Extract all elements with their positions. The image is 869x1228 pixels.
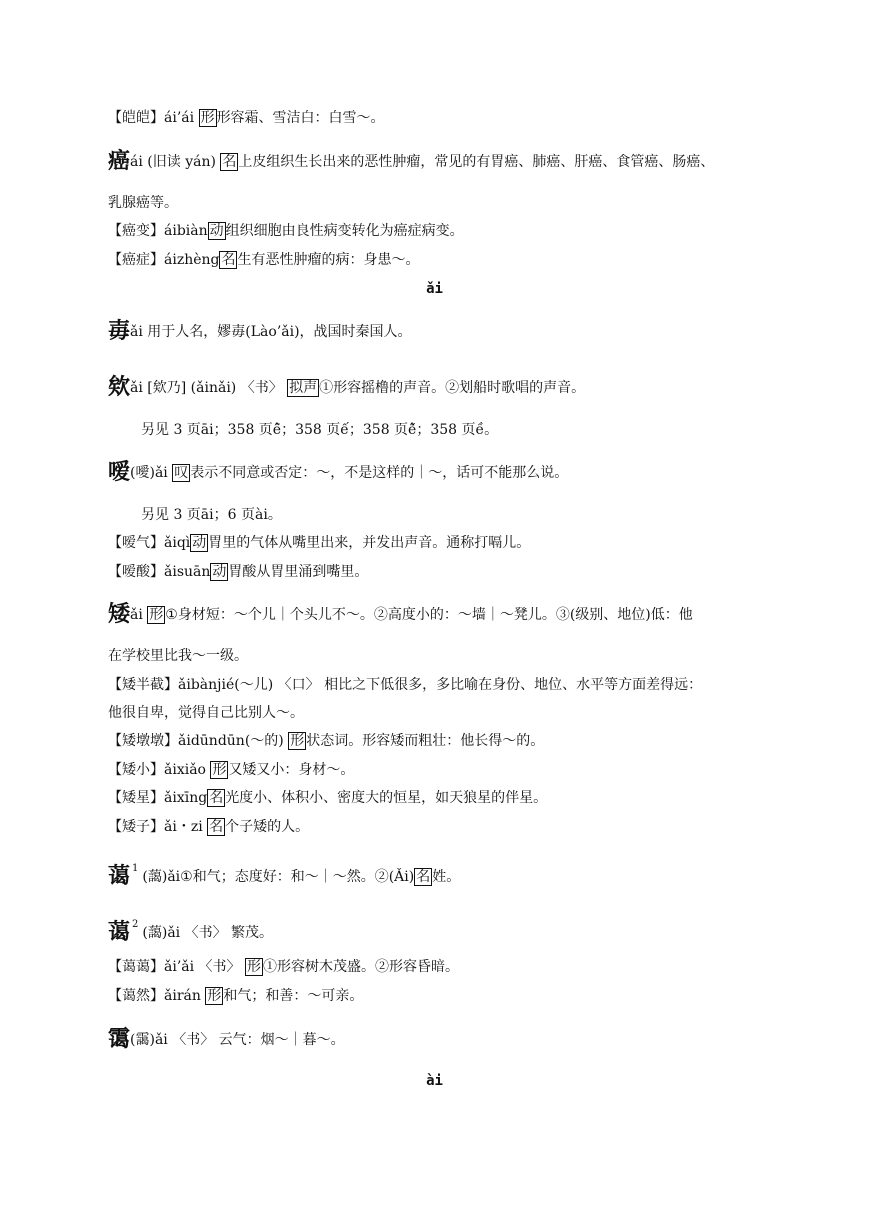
pos-tag: 动 (212, 564, 227, 580)
headword: 蔼 (108, 919, 131, 945)
pos-tag: 名 (416, 869, 431, 885)
pos-tag: 叹 (174, 465, 189, 481)
headword: 嗳 (108, 459, 131, 485)
entry-definition: 和气；和善：～可亲。 (223, 988, 364, 1004)
entry-text: 在学校里比我～一级。 (108, 648, 248, 664)
entry-definition: ①形容树木茂盛。②形容昏暗。 (263, 959, 459, 975)
entry-text: (藹)ǎi 〈书〉 繁茂。 (142, 925, 274, 941)
entry-definition: 光度小、体积小、密度大的恒星，如天狼星的伴星。 (225, 790, 548, 806)
cross-reference (141, 506, 282, 524)
headword: 毐 (108, 318, 131, 344)
pos-tag: 形 (200, 110, 215, 126)
entry-text: ái (旧读 yán) (130, 154, 221, 170)
headword-entry-ai-name (108, 318, 412, 344)
entry-text: 【矮子】ǎi・zi (108, 819, 208, 835)
entry-cancerous-change (108, 222, 464, 240)
entry-definition: 形容霜、雪洁白：白雪～。 (216, 110, 385, 126)
entry-text: 他很自卑，觉得自己比别人～。 (108, 705, 304, 721)
entry-continuation (108, 194, 178, 212)
pos-tag: 动 (192, 535, 207, 551)
cross-reference-text: 另见 3 页āi；6 页ài。 (141, 507, 282, 523)
entry-short-person (108, 818, 309, 836)
pos-tag: 名 (221, 252, 236, 268)
entry-definition: 状态词。形容矮而粗壮：他长得～的。 (306, 733, 545, 749)
entry-continuation (108, 647, 248, 665)
entry-definition: 个子矮的人。 (225, 819, 310, 835)
entry-kindly (108, 987, 363, 1005)
entry-text: 【皑皑】ái’ái (108, 110, 199, 126)
entry-much-lower (108, 676, 702, 694)
homograph-number: 2 (132, 919, 139, 930)
entry-luxuriant (108, 958, 459, 976)
entry-definition: ①身材短：～个儿｜个头儿不～。②高度小的：～墙｜～凳儿。③(级别、地位)低：他 (165, 607, 693, 623)
entry-definition: 又矮又小：身材～。 (228, 762, 355, 778)
entry-continuation (108, 704, 304, 722)
entry-text: ǎi 用于人名，嫪毐(Lào’ǎi)，战国时秦国人。 (130, 324, 412, 340)
pos-tag: 形 (149, 607, 164, 623)
pos-tag: 名 (209, 819, 224, 835)
pos-tag: 形 (207, 988, 222, 1004)
section-heading-ai4: ài (426, 1073, 443, 1089)
headword: 癌 (108, 148, 131, 174)
entry-text: 【癌症】áizhèng (108, 252, 220, 268)
entry-definition: ①形容摇橹的声音。②划船时歌唱的声音。 (319, 380, 586, 396)
entry-text: (噯)ǎi (130, 465, 173, 481)
entry-text: 【嗳气】ǎiqì (108, 535, 191, 551)
entry-text: ǎi [欸乃] (ǎinǎi) 〈书〉 (130, 380, 288, 396)
entry-ai-ai-snow-white (108, 109, 385, 127)
entry-text: 【嗳酸】ǎisuān (108, 564, 211, 580)
entry-definition: 胃酸从胃里涌到嘴里。 (228, 564, 369, 580)
pos-tag: 形 (290, 733, 305, 749)
entry-cancer-disease (108, 251, 419, 269)
cross-reference (141, 421, 498, 439)
entry-definition: 上皮组织生长出来的恶性肿瘤，常见的有胃癌、肺癌、肝癌、食管癌、肠癌、 (238, 154, 715, 170)
entry-definition: 胃里的气体从嘴里出来，并发出声音。通称打嗝儿。 (208, 535, 531, 551)
entry-acid-reflux (108, 563, 368, 581)
entry-text: (藹)ǎi①和气；态度好：和～｜～然。②(Ǎi) (142, 869, 415, 885)
headword: 霭 (108, 1026, 131, 1052)
headword-entry-amiable-1 (108, 860, 461, 889)
pos-tag: 形 (247, 959, 261, 975)
entry-definition: 姓。 (432, 869, 461, 885)
pos-tag: 名 (222, 154, 237, 170)
entry-text: 【蔼然】ǎirán (108, 988, 206, 1004)
headword-entry-cancer (108, 148, 715, 174)
pos-tag: 名 (209, 790, 224, 806)
headword: 蔼 (108, 863, 131, 889)
headword: 矮 (108, 601, 131, 627)
pos-tag: 拟声 (289, 380, 318, 396)
homograph-number: 1 (132, 863, 139, 874)
headword-entry-amiable-2 (108, 916, 274, 945)
headword: 欸 (108, 374, 131, 400)
entry-dwarf-star (108, 789, 547, 807)
headword-entry-ai-interjection (108, 459, 569, 485)
entry-text: ǎi (130, 607, 148, 623)
entry-belch (108, 534, 530, 552)
headword-entry-ai-oar (108, 374, 586, 400)
entry-text: 乳腺癌等。 (108, 195, 178, 211)
entry-short-small (108, 761, 354, 779)
entry-text: 【矮半截】ǎibànjié(～儿) 〈口〉 相比之下低很多，多比喻在身份、地位、水平等方面差得远： (108, 677, 703, 693)
cross-reference-text: 另见 3 页āi；358 页ê̄；358 页ế；358 页ê̌；358 页ề。 (141, 422, 499, 438)
entry-text: 【蔼蔼】ǎi’ǎi 〈书〉 (108, 959, 245, 975)
headword-entry-mist (108, 1026, 345, 1052)
section-heading-ai3: ǎi (426, 281, 443, 297)
entry-text: 【矮星】ǎixīng (108, 790, 208, 806)
entry-definition: 组织细胞由良性病变转化为癌症病变。 (225, 223, 464, 239)
entry-text: 【癌变】áibiàn (108, 223, 208, 239)
entry-text: (靄)ǎi 〈书〉 云气：烟～｜暮～。 (130, 1032, 345, 1048)
entry-text: 【矮小】ǎixiǎo (108, 762, 211, 778)
entry-definition: 生有恶性肿瘤的病：身患～。 (237, 252, 420, 268)
entry-text: 【矮墩墩】ǎidūndūn(～的) (108, 733, 289, 749)
pos-tag: 形 (212, 762, 227, 778)
headword-entry-short (108, 601, 693, 627)
pos-tag: 动 (209, 223, 224, 239)
entry-definition: 表示不同意或否定：～，不是这样的｜～，话可不能那么说。 (190, 465, 569, 481)
entry-short-stocky (108, 732, 544, 750)
